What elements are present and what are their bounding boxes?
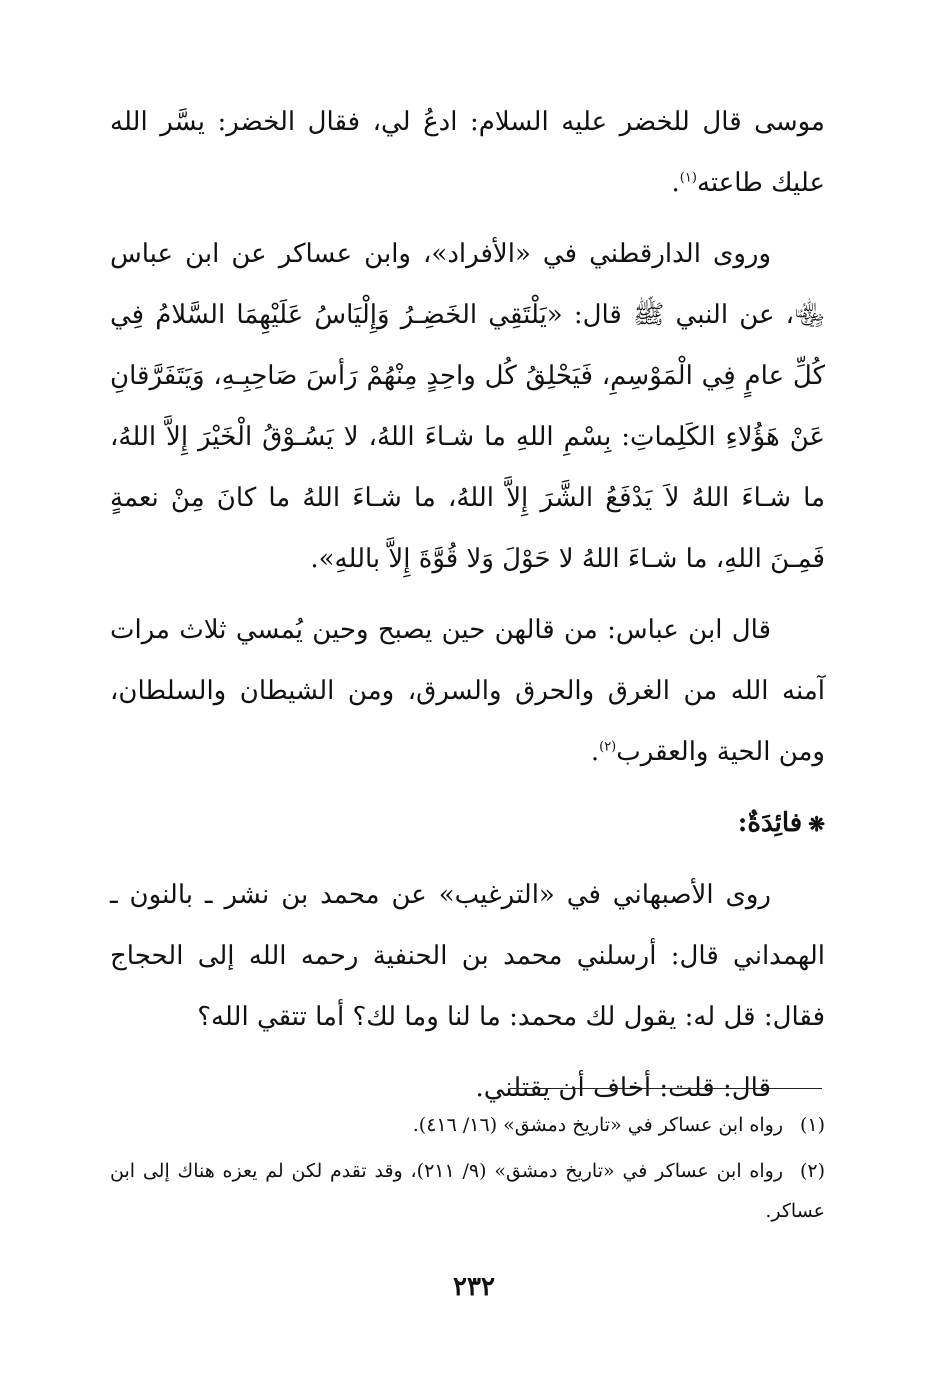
paragraph-text: قال ابن عباس: من قالهن حين يصبح وحين يُمسي ثلاث مرات آمنه الله من الغرق والحرق والسرق، ومن الشيطان والسلطان، ومن الحية والعقرب bbox=[110, 615, 825, 767]
footnote-number: (٢) bbox=[799, 1160, 825, 1182]
footnote-reference[interactable]: (٢) bbox=[599, 739, 617, 755]
page-body bbox=[110, 92, 825, 1129]
paragraph-end: . bbox=[590, 737, 600, 767]
section-heading bbox=[110, 793, 825, 855]
star-icon: ❋ bbox=[808, 812, 825, 836]
section-heading-text: فائِدَةٌ: bbox=[737, 808, 803, 838]
paragraph-ibn-abbas bbox=[110, 600, 825, 783]
paragraph-hadith: وروى الدارقطني في «الأفراد»، وابن عساكر عن ابن عباس ﵄، عن النبي ﷺ قال: «يَلْتَقِي الخَضِـرُ وَإِلْيَاسُ عَلَيْهِمَا السَّلامُ فِي كُلِّ عامٍ فِي الْمَوْسِمِ، فَيَحْلِقُ كُل واحِدٍ مِنْهُمْ رَأسَ صَاحِبِـهِ، وَيَتَفَرَّقانِ عَنْ هَؤُلاءِ الكَلِماتِ: بِسْمِ اللهِ ما شـاءَ اللهُ، لا يَسُـوْقُ الْخَيْرَ إِلاَّ اللهُ، ما شـاءَ اللهُ لاَ يَدْفَعُ الشَّرَ إِلاَّ اللهُ، ما شـاءَ اللهُ ما كانَ مِنْ نعمةٍ فَمِـنَ اللهِ، ما شـاءَ اللهُ لا حَوْلَ وَلا قُوَّةَ إِلاَّ باللهِ». bbox=[110, 239, 825, 574]
paragraph-final: قال: قلت: أخاف أن يقتلني. bbox=[475, 1073, 771, 1103]
paragraph-asbahani: روى الأصبهاني في «الترغيب» عن محمد بن نشر ـ بالنون ـ الهمداني قال: أرسلني محمد بن الحنفية رحمه الله إلى الحجاج فقال: قل له: يقول لك محمد: ما لنا وما لك؟ أما تتقي الله؟ bbox=[110, 880, 825, 1032]
footnote-1 bbox=[110, 1105, 825, 1145]
footnote-2 bbox=[110, 1151, 825, 1231]
footnote-text: رواه ابن عساكر في «تاريخ دمشق» (١٦/ ٤١٦). bbox=[412, 1114, 783, 1136]
page-number: ٢٣٢ bbox=[453, 1272, 495, 1302]
paragraph-text: موسى قال للخضر عليه السلام: ادعُ لي، فقال الخضر: يسَّر الله عليك طاعته bbox=[110, 107, 825, 198]
paragraph-continuation bbox=[110, 92, 825, 214]
footnote-divider bbox=[510, 1088, 822, 1089]
footnote-number: (١) bbox=[799, 1114, 825, 1136]
footnote-reference[interactable]: (١) bbox=[679, 170, 697, 186]
paragraph-end: . bbox=[671, 168, 680, 198]
footnote-text: رواه ابن عساكر في «تاريخ دمشق» (٩/ ٢١١)، وقد تقدم لكن لم يعزه هناك إلى ابن عساكر. bbox=[110, 1160, 825, 1222]
footnotes bbox=[110, 1105, 825, 1237]
